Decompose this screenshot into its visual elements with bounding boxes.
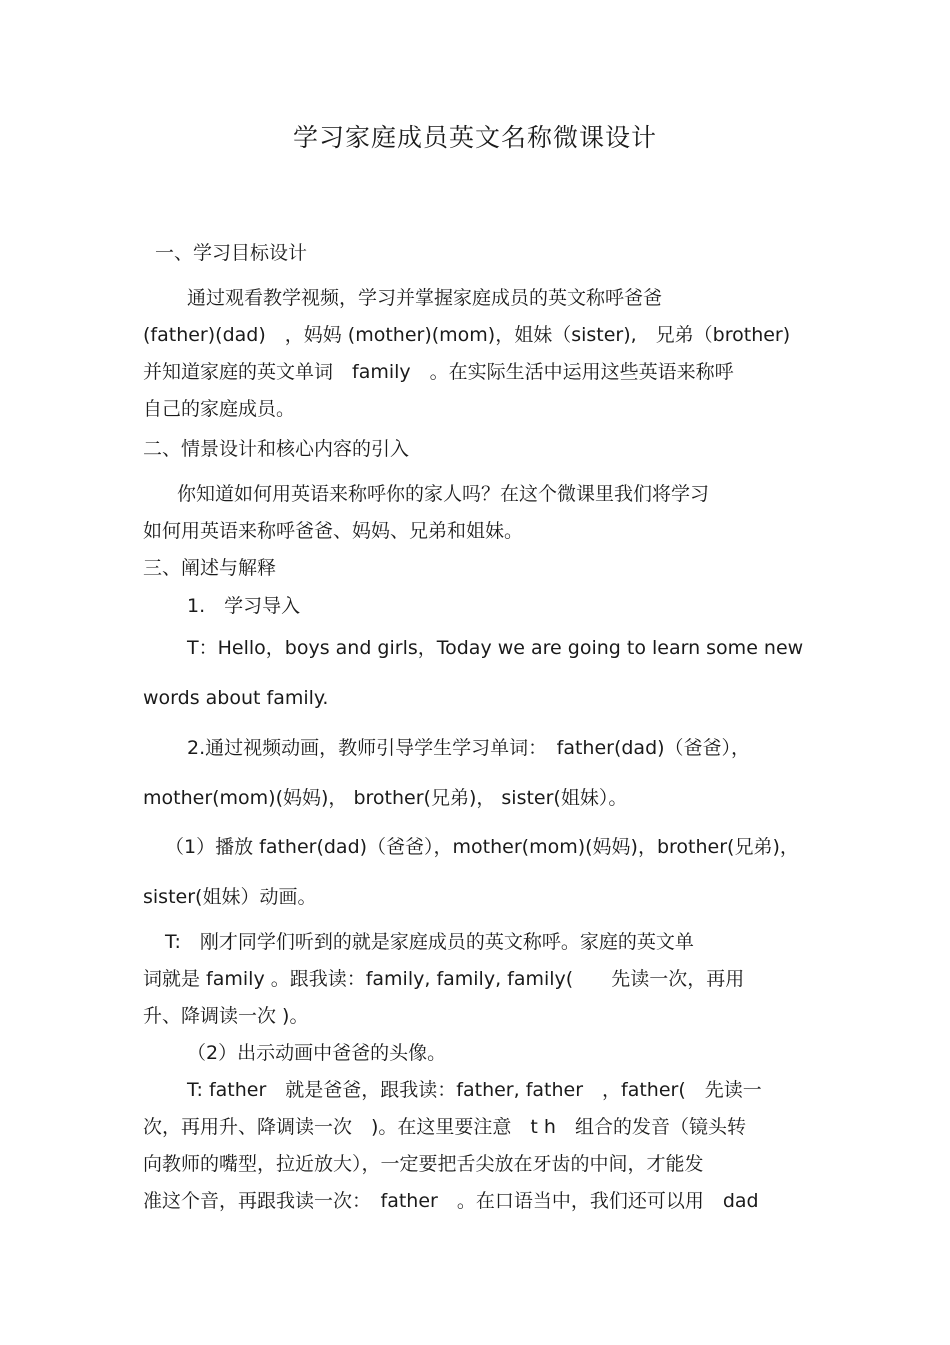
section-heading-3: 三、阐述与解释 [143,557,277,579]
document-title: 学习家庭成员英文名称微课设计 [292,123,657,152]
paragraph-line: 词就是 family 。跟我读：family, family, family( 先读一次，再用 [143,968,745,990]
paragraph-line: sister(姐妹）动画。 [143,886,317,908]
paragraph-line: （2）出示动画中爸爸的头像。 [187,1042,447,1064]
paragraph-line: 向教师的嘴型，拉近放大），一定要把舌尖放在牙齿的中间，才能发 [143,1153,704,1175]
paragraph-line: T: 刚才同学们听到的就是家庭成员的英文称呼。家庭的英文单 [165,931,694,953]
subsection-heading: 1. 学习导入 [187,595,301,617]
paragraph-line: T：Hello，boys and girls，Today we are going to learn some new [187,637,804,659]
paragraph-line: 准这个音，再跟我读一次： father 。在口语当中，我们还可以用 dad [143,1190,759,1212]
paragraph-line: 通过观看教学视频，学习并掌握家庭成员的英文称呼爸爸 [187,287,663,309]
paragraph-line: 自己的家庭成员。 [143,398,296,420]
paragraph-line: 次，再用升、降调读一次 )。在这里要注意 t h 组合的发音（镜头转 [143,1116,746,1138]
paragraph-line: 升、降调读一次 )。 [143,1005,309,1027]
paragraph-line: （1）播放 father(dad)（爸爸），mother(mom)(妈妈)，brother(兄弟)， [165,836,799,858]
paragraph-line: T: father 就是爸爸，跟我读：father, father ，father( 先读一 [187,1079,762,1101]
paragraph-line: (father)(dad) ，妈妈 (mother)(mom)，姐妹（sister), 兄弟（brother) [143,324,791,346]
paragraph-line: words about family. [143,687,329,709]
section-heading-1: 一、学习目标设计 [155,242,308,264]
paragraph-line: 如何用英语来称呼爸爸、妈妈、兄弟和姐妹。 [143,520,524,542]
paragraph-line: 你知道如何用英语来称呼你的家人吗？在这个微课里我们将学习 [177,483,710,505]
paragraph-line: 并知道家庭的英文单词 family 。在实际生活中运用这些英语来称呼 [143,361,734,383]
paragraph-line: 2.通过视频动画，教师引导学生学习单词： father(dad)（爸爸）， [187,737,751,759]
section-heading-2: 二、情景设计和核心内容的引入 [143,438,410,460]
paragraph-line: mother(mom)(妈妈)， brother(兄弟)， sister(姐妹）。 [143,787,628,809]
